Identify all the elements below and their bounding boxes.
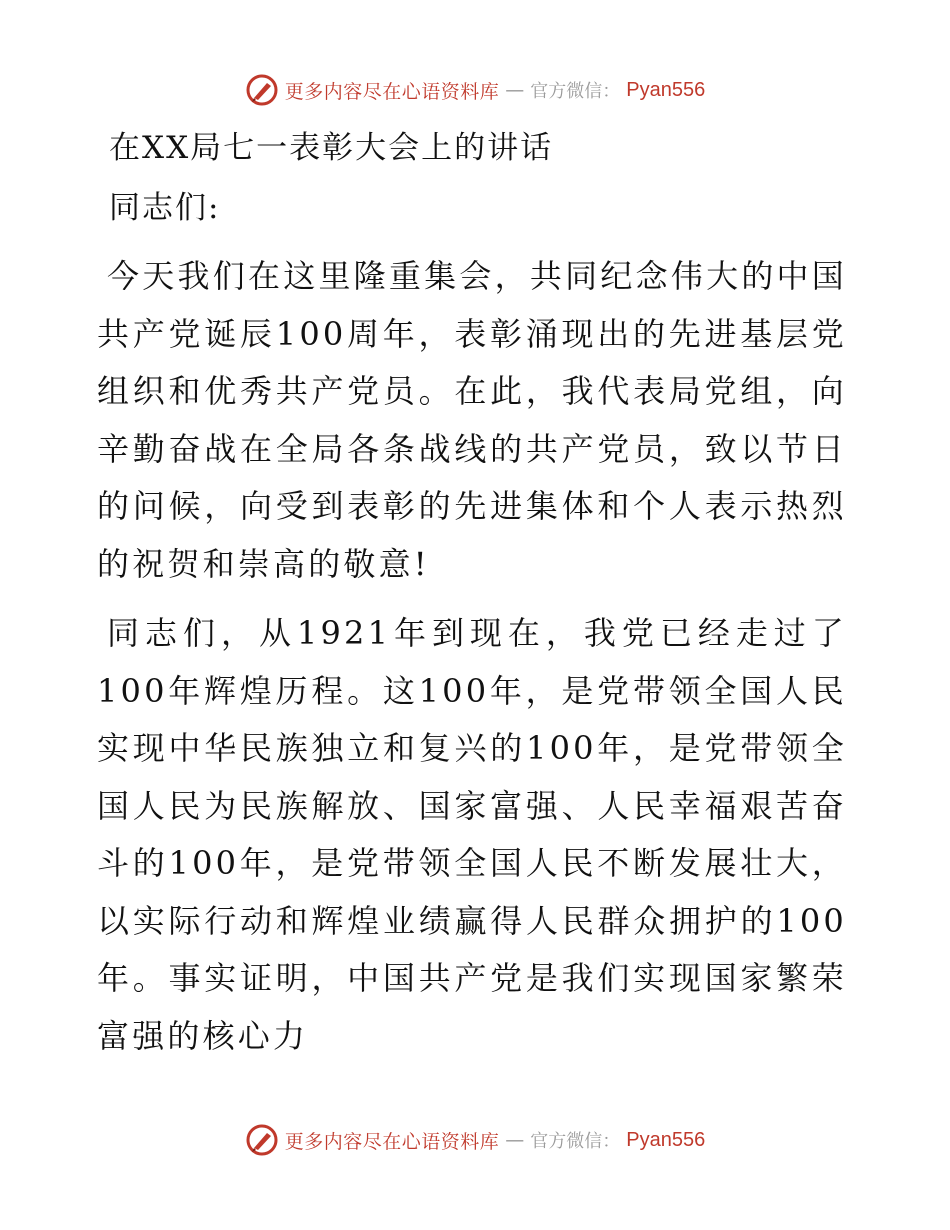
- footer-watermark: [0, 1120, 950, 1160]
- watermark-wechat-label: 官方微信：: [530, 81, 621, 102]
- watermark-site-text: 更多内容尽在心语资料库: [284, 1130, 500, 1153]
- watermark-site-text: 更多内容尽在心语资料库: [284, 80, 500, 103]
- watermark-separator: —: [505, 1129, 525, 1151]
- greeting: 同志们:: [109, 190, 221, 226]
- page-title: 在XX局七一表彰大会上的讲话: [109, 130, 554, 166]
- document-body: [97, 120, 847, 1065]
- pen-logo-icon: [245, 73, 279, 107]
- watermark-separator: —: [505, 79, 525, 101]
- paragraph-1: 今天我们在这里隆重集会，共同纪念伟大的中国共产党诞辰100周年，表彰涌现出的先进基层党组织和优秀共产党员。在此，我代表局党组，向辛勤奋战在全局各条战线的共产党员，致以节日的问候，向受到表彰的先进集体和个人表示热烈的祝贺和崇高的敬意!: [97, 257, 847, 583]
- watermark-wechat-label: 官方微信：: [530, 1131, 621, 1152]
- header-watermark: [0, 70, 950, 110]
- watermark-wechat-id: Pyan556: [626, 78, 706, 101]
- watermark-wechat-id: Pyan556: [626, 1128, 706, 1151]
- paragraph-2: 同志们，从1921年到现在，我党已经走过了100年辉煌历程。这100年，是党带领全国人民实现中华民族独立和复兴的100年，是党带领全国人民为民族解放、国家富强、人民幸福艰苦奋斗的100年，是党带领全国人民不断发展壮大，以实际行动和辉煌业绩赢得人民群众拥护的100年。事实证明，中国共产党是我们实现国家繁荣富强的核心力: [97, 614, 847, 1055]
- pen-logo-icon: [245, 1123, 279, 1157]
